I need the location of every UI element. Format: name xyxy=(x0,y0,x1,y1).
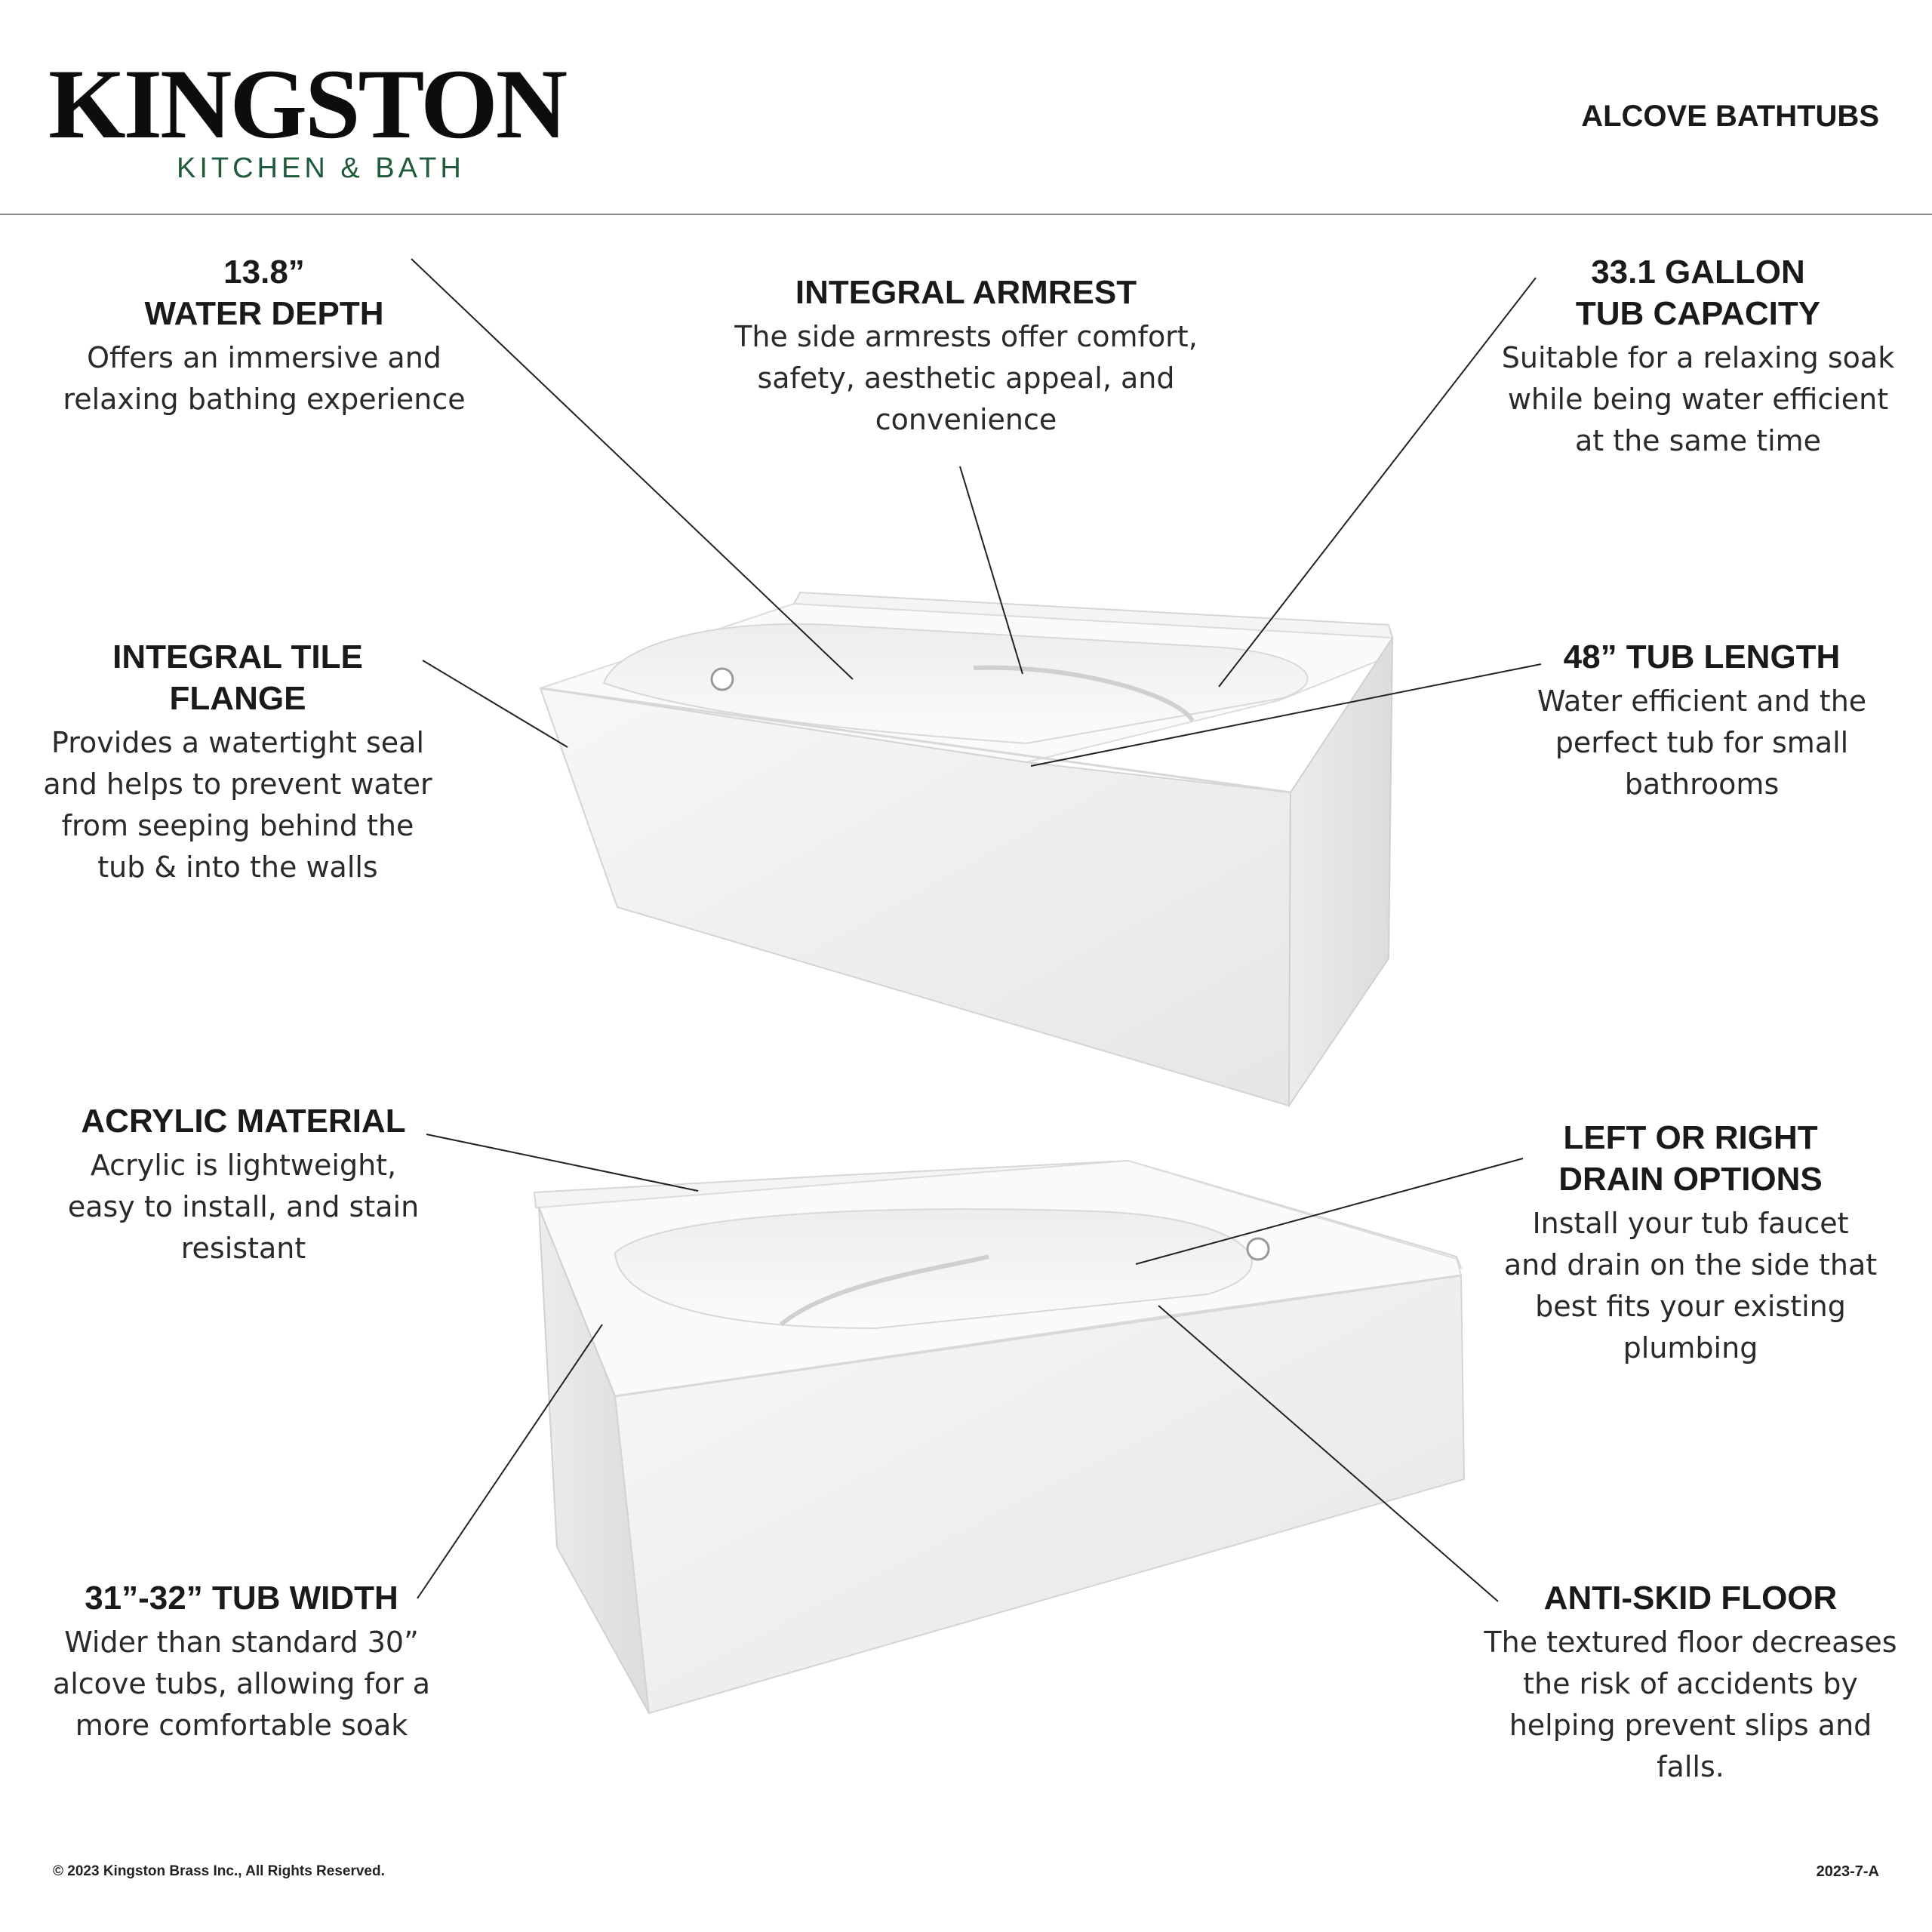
feature-capacity xyxy=(1494,251,1902,462)
feature-title: INTEGRAL ARMREST xyxy=(795,274,1137,311)
feature-title: INTEGRAL TILE FLANGE xyxy=(112,638,363,717)
feature-title: 13.8” WATER DEPTH xyxy=(144,254,384,332)
feature-description: Wider than standard 30” alcove tubs, allowing for a more comfortable soak xyxy=(52,1626,431,1742)
feature-title: 31”-32” TUB WIDTH xyxy=(85,1580,398,1617)
bathtub-top xyxy=(540,592,1392,1106)
feature-water-depth xyxy=(53,251,475,420)
feature-title: 48” TUB LENGTH xyxy=(1563,638,1841,675)
feature-drain xyxy=(1502,1117,1879,1369)
feature-tub-width xyxy=(49,1577,434,1746)
bathtub-bottom xyxy=(534,1161,1464,1713)
feature-anti-skid xyxy=(1479,1577,1902,1788)
document-code: 2023-7-A xyxy=(1816,1863,1879,1880)
feature-description: Provides a watertight seal and helps to prevent water from seeping behind the tub & into the walls xyxy=(43,726,432,884)
feature-tile-flange xyxy=(42,636,434,888)
feature-armrest xyxy=(724,272,1208,441)
feature-title: LEFT OR RIGHT DRAIN OPTIONS xyxy=(1558,1119,1823,1198)
feature-description: Suitable for a relaxing soak while being water efficient at the same time xyxy=(1501,341,1895,457)
feature-description: The side armrests offer comfort, safety, aesthetic appeal, and convenience xyxy=(734,320,1198,436)
feature-description: Offers an immersive and relaxing bathing experience xyxy=(63,341,466,416)
feature-description: Acrylic is lightweight, easy to install, and stain resistant xyxy=(67,1149,420,1265)
feature-tub-length xyxy=(1524,636,1879,805)
copyright-text: © 2023 Kingston Brass Inc., All Rights Reserved. xyxy=(53,1863,385,1879)
feature-description: Install your tub faucet and drain on the side that best fits your existing plumbing xyxy=(1503,1207,1878,1364)
feature-title: 33.1 GALLON TUB CAPACITY xyxy=(1575,254,1821,332)
brand-subtitle: KITCHEN & BATH xyxy=(177,152,465,184)
feature-description: Water efficient and the perfect tub for small bathrooms xyxy=(1537,685,1867,801)
brand-logo: KINGSTON xyxy=(48,48,566,159)
feature-title: ANTI-SKID FLOOR xyxy=(1543,1580,1838,1617)
feature-title: ACRYLIC MATERIAL xyxy=(81,1103,406,1140)
feature-description: The textured floor decreases the risk of accidents by helping prevent slips and falls. xyxy=(1484,1626,1897,1783)
category-label: ALCOVE BATHTUBS xyxy=(1581,100,1879,133)
feature-acrylic xyxy=(64,1100,423,1269)
